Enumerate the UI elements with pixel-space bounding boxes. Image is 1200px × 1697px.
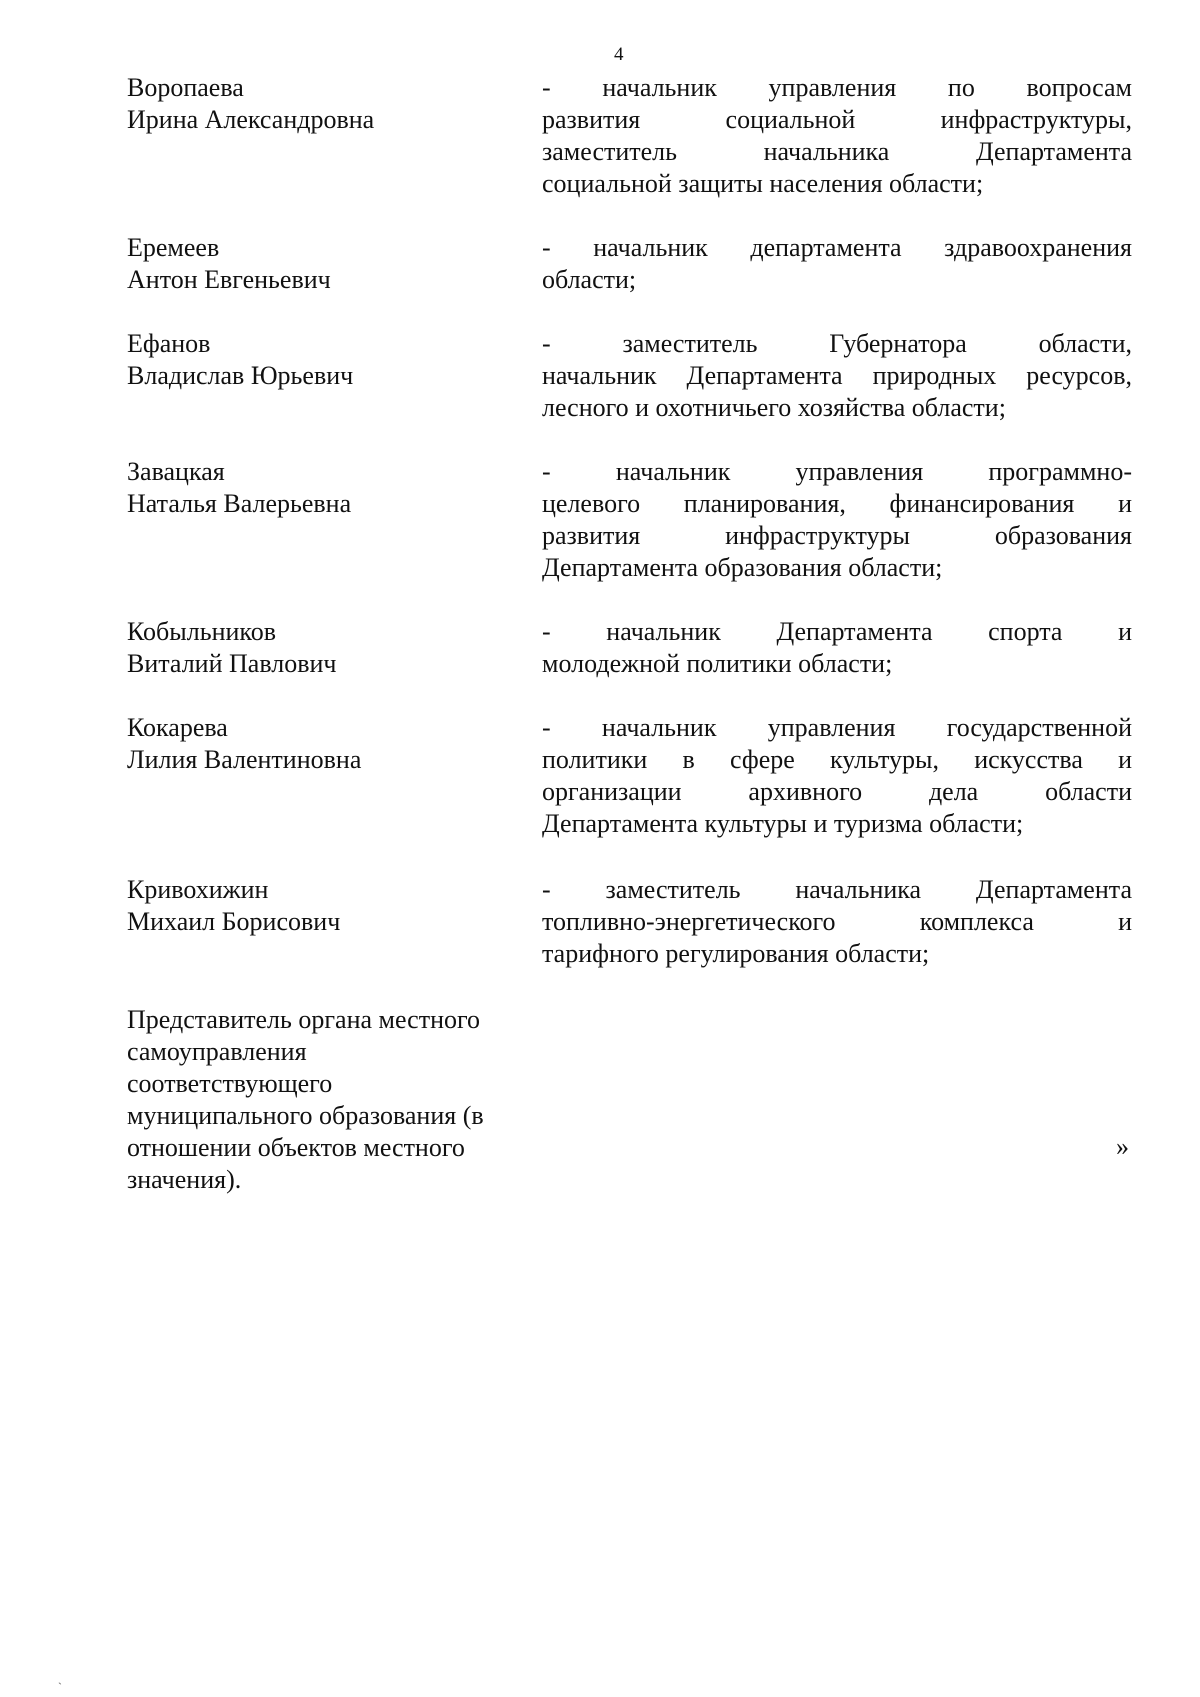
member-name: [127, 328, 527, 392]
member-role: [542, 232, 1132, 296]
member-role: [542, 712, 1132, 840]
member-role-line: области;: [542, 265, 637, 294]
closing-quote: »: [1116, 1132, 1129, 1161]
member-role-line: начальник Департамента природных ресурсов,: [542, 361, 1132, 390]
member-surname: Воропаева: [127, 73, 244, 102]
member-role-line: молодежной политики области;: [542, 649, 893, 678]
member-role-line: - начальник Департамента спорта и: [542, 617, 1132, 646]
member-role-line: политики в сфере культуры, искусства и: [542, 745, 1132, 774]
member-given-names: Ирина Александровна: [127, 105, 375, 134]
member-given-names: Михаил Борисович: [127, 907, 341, 936]
page-number: 4: [614, 44, 624, 65]
member-surname: Ефанов: [127, 329, 211, 358]
member-role-line: Департамента культуры и туризма области;: [542, 809, 1024, 838]
member-role-line: социальной защиты населения области;: [542, 169, 984, 198]
local-government-representative: [127, 1004, 547, 1196]
member-role-line: - заместитель начальника Департамента: [542, 875, 1132, 904]
member-surname: Кривохижин: [127, 875, 269, 904]
member-role-line: целевого планирования, финансирования и: [542, 489, 1132, 518]
member-given-names: Наталья Валерьевна: [127, 489, 352, 518]
member-role-line: - начальник управления по вопросам: [542, 73, 1132, 102]
representative-line: самоуправления: [127, 1037, 307, 1066]
member-role-line: - начальник управления программно-: [542, 457, 1132, 486]
member-name: [127, 712, 527, 776]
member-role: [542, 328, 1132, 424]
member-role-line: - начальник управления государственной: [542, 713, 1132, 742]
member-role-line: топливно-энергетического комплекса и: [542, 907, 1132, 936]
member-given-names: Лилия Валентиновна: [127, 745, 362, 774]
member-surname: Кобыльников: [127, 617, 276, 646]
member-surname: Завацкая: [127, 457, 225, 486]
member-role: [542, 874, 1132, 970]
member-given-names: Владислав Юрьевич: [127, 361, 354, 390]
member-surname: Еремеев: [127, 233, 220, 262]
member-role-line: развития инфраструктуры образования: [542, 521, 1132, 550]
member-role-line: - начальник департамента здравоохранения: [542, 233, 1132, 262]
representative-line: отношении объектов местного: [127, 1133, 465, 1162]
representative-line: соответствующего: [127, 1069, 333, 1098]
member-name: [127, 456, 527, 520]
member-role-line: тарифного регулирования области;: [542, 939, 930, 968]
representative-line: муниципального образования (в: [127, 1101, 484, 1130]
member-surname: Кокарева: [127, 713, 228, 742]
scan-mark: ˏ: [58, 1671, 62, 1685]
member-role-line: организации архивного дела области: [542, 777, 1132, 806]
member-name: [127, 616, 527, 680]
representative-line: Представитель органа местного: [127, 1005, 481, 1034]
member-role-line: развития социальной инфраструктуры,: [542, 105, 1132, 134]
member-given-names: Виталий Павлович: [127, 649, 337, 678]
member-role-line: лесного и охотничьего хозяйства области;: [542, 393, 1006, 422]
member-given-names: Антон Евгеньевич: [127, 265, 331, 294]
member-role-line: - заместитель Губернатора области,: [542, 329, 1132, 358]
representative-line: значения).: [127, 1165, 242, 1194]
member-role: [542, 72, 1132, 200]
member-name: [127, 874, 527, 938]
member-role-line: заместитель начальника Департамента: [542, 137, 1132, 166]
member-role: [542, 456, 1132, 584]
member-role-line: Департамента образования области;: [542, 553, 943, 582]
member-name: [127, 72, 527, 136]
member-role: [542, 616, 1132, 680]
member-name: [127, 232, 527, 296]
